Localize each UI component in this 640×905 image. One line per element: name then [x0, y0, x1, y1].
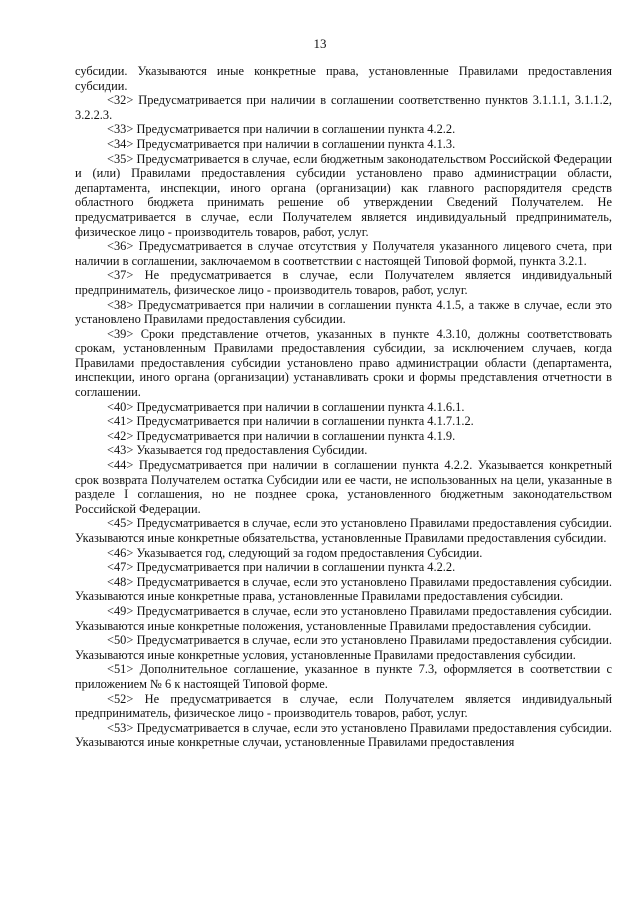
footnote-41: <41> Предусматривается при наличии в соглашении пункта 4.1.7.1.2.	[107, 414, 474, 429]
footnote-50: <50> Предусматривается в случае, если это установлено Правилами предоставления субсидии. Указываются иные конкретные условия, установленные Правилами предоставления субсидии.	[75, 633, 612, 662]
footnote-51: <51> Дополнительное соглашение, указанное в пункте 7.3, оформляется в соответствии с приложением № 6 к настоящей Типовой форме.	[75, 662, 612, 691]
footnote-37: <37> Не предусматривается в случае, если Получателем является индивидуальный предприниматель, физическое лицо - производитель товаров, работ, услуг.	[75, 268, 612, 297]
footnote-36: <36> Предусматривается в случае отсутствия у Получателя указанного лицевого счета, при наличии в соглашении, заключаемом в соответствии с настоящей Типовой формой, пункта 3.2.1.	[75, 239, 612, 268]
footnote-49: <49> Предусматривается в случае, если это установлено Правилами предоставления субсидии. Указываются иные конкретные положения, установленные Правилами предоставления субсидии.	[75, 603, 612, 633]
footnote-38: <38> Предусматривается при наличии в соглашении пункта 4.1.5, а также в случае, если это установлено Правилами предоставления субсидии.	[75, 297, 612, 327]
footnote-33: <33> Предусматривается при наличии в соглашении пункта 4.2.2.	[107, 122, 456, 137]
footnote-continuation: субсидии. Указываются иные конкретные права, установленные Правилами предоставления субсидии.	[75, 64, 612, 93]
footnote-53: <53> Предусматривается в случае, если это установлено Правилами предоставления субсидии. Указываются иные конкретные случаи, установленные Правилами предоставления	[75, 720, 612, 750]
page-number: 13	[313, 36, 327, 51]
footnote-39: <39> Сроки представление отчетов, указанных в пункте 4.3.10, должны соответствовать срокам, установленным Правилами предоставления субсидии, за исключением случаев, когда Правилами предоставления субсидии установлено право администрации области (департамента, инспекции, иного органа (организации) устанавливать сроки и формы представления отчетности в соглашении.	[75, 326, 612, 400]
footnote-46: <46> Указывается год, следующий за годом предоставления Субсидии.	[107, 545, 483, 560]
footnotes-body	[75, 64, 612, 750]
footnote-45: <45> Предусматривается в случае, если это установлено Правилами предоставления субсидии. Указываются иные конкретные обязательства, установленные Правилами предоставления субсидии.	[75, 516, 612, 545]
footnote-35: <35> Предусматривается в случае, если бюджетным законодательством Российской Федерации и (или) Правилами предоставления субсидии установлено право администрации области, департамента, инспекции, иного органа (организации) как главного распорядителя средств областного бюджета принимать решение об утверждении Сведений Получателем. Не предусматривается в случае, если Получателем является индивидуальный предприниматель, физическое лицо - производитель товаров, работ, услуг.	[75, 151, 612, 239]
footnote-42: <42> Предусматривается при наличии в соглашении пункта 4.1.9.	[107, 428, 456, 443]
footnote-48: <48> Предусматривается в случае, если это установлено Правилами предоставления субсидии. Указываются иные конкретные права, установленные Правилами предоставления субсидии.	[75, 574, 612, 604]
footnote-44: <44> Предусматривается при наличии в соглашении пункта 4.2.2. Указывается конкретный срок возврата Получателем остатка Субсидии или ее части, не использованных на цели, указанные в разделе I соглашения, но не позднее срока, установленного бюджетным законодательством Российской Федерации.	[75, 458, 612, 516]
footnote-32: <32> Предусматривается при наличии в соглашении соответственно пунктов 3.1.1.1, 3.1.1.2, 3.2.2.3.	[75, 93, 612, 122]
footnote-47: <47> Предусматривается при наличии в соглашении пункта 4.2.2.	[107, 560, 456, 575]
footnote-43: <43> Указывается год предоставления Субсидии.	[107, 443, 368, 458]
footnote-40: <40> Предусматривается при наличии в соглашении пункта 4.1.6.1.	[107, 399, 465, 414]
footnote-52: <52> Не предусматривается в случае, если Получателем является индивидуальный предприниматель, физическое лицо - производитель товаров, работ, услуг.	[75, 691, 612, 721]
footnote-34: <34> Предусматривается при наличии в соглашении пункта 4.1.3.	[107, 136, 456, 151]
